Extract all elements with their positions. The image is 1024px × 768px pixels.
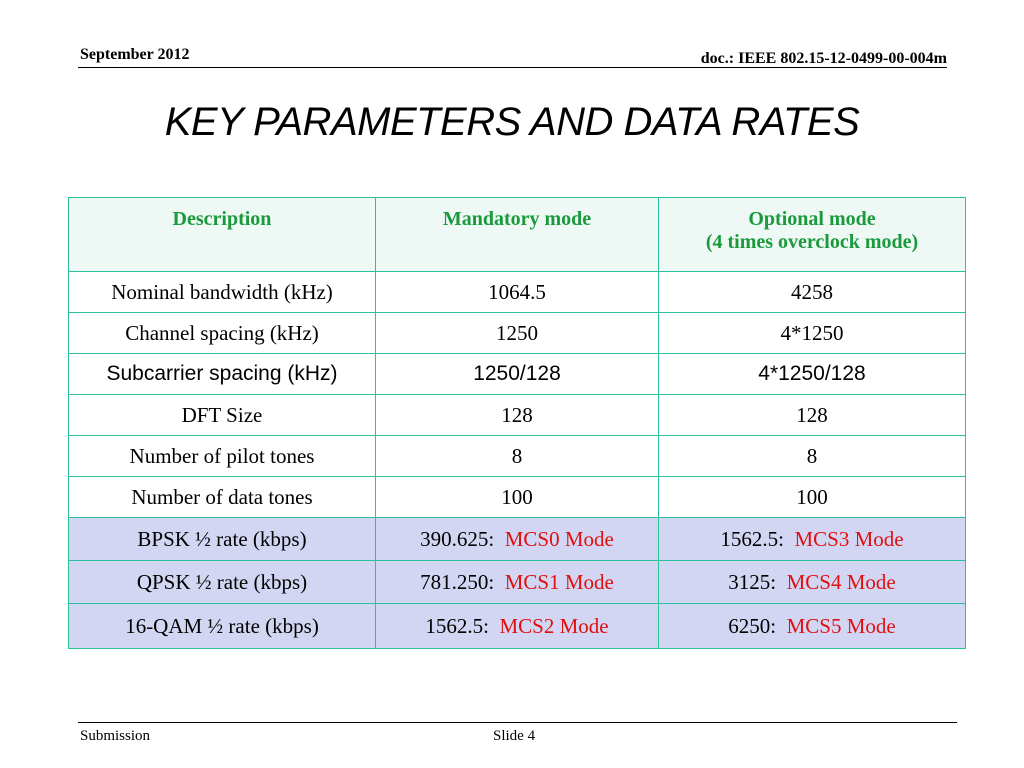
mcs-mode: MCS4 Mode	[786, 569, 896, 594]
row-optional-value: 4*1250/128	[659, 354, 966, 395]
row-optional-value: 8	[659, 436, 966, 477]
header-doc-id: doc.: IEEE 802.15-12-0499-00-004m	[700, 50, 947, 67]
mcs-mode: MCS1 Mode	[504, 569, 614, 594]
header-mandatory-mode: Mandatory mode	[376, 198, 659, 272]
rate-row	[69, 604, 966, 649]
rate-mandatory	[376, 561, 659, 604]
rate-optional	[659, 604, 966, 649]
header-optional-line2: (4 times overclock mode)	[705, 231, 919, 253]
row-mandatory-value: 1064.5	[376, 272, 659, 313]
rate-optional	[659, 518, 966, 561]
rate-value: 3125:	[728, 569, 777, 594]
rate-value: 390.625:	[420, 526, 495, 551]
row-label: Subcarrier spacing (kHz)	[69, 354, 376, 395]
slide-title: KEY PARAMETERS AND DATA RATES	[164, 100, 860, 144]
footer-slide-number: Slide 4	[493, 728, 536, 744]
rate-mandatory	[376, 604, 659, 649]
table-row	[69, 354, 966, 395]
row-optional-value: 128	[659, 395, 966, 436]
rate-value: 1562.5:	[425, 613, 489, 638]
rate-label: 16-QAM ½ rate (kbps)	[69, 604, 376, 649]
table-row	[69, 395, 966, 436]
parameters-table	[68, 197, 966, 649]
header-optional-mode	[659, 198, 966, 272]
mcs-mode: MCS3 Mode	[794, 526, 904, 551]
table-header-row	[69, 198, 966, 272]
table-row	[69, 313, 966, 354]
row-mandatory-value: 128	[376, 395, 659, 436]
header-divider	[78, 67, 947, 68]
mcs-mode: MCS0 Mode	[504, 526, 614, 551]
rate-row	[69, 561, 966, 604]
row-optional-value: 100	[659, 477, 966, 518]
table-row	[69, 477, 966, 518]
row-label: Number of pilot tones	[69, 436, 376, 477]
rate-row	[69, 518, 966, 561]
rate-label: QPSK ½ rate (kbps)	[69, 561, 376, 604]
mcs-mode: MCS5 Mode	[786, 613, 896, 638]
row-label: Nominal bandwidth (kHz)	[69, 272, 376, 313]
table-row	[69, 272, 966, 313]
row-optional-value: 4*1250	[659, 313, 966, 354]
row-mandatory-value: 8	[376, 436, 659, 477]
row-label: Channel spacing (kHz)	[69, 313, 376, 354]
footer-divider	[78, 722, 957, 723]
table-row	[69, 436, 966, 477]
rate-value: 781.250:	[420, 569, 495, 594]
row-optional-value: 4258	[659, 272, 966, 313]
header-description: Description	[69, 198, 376, 272]
row-label: Number of data tones	[69, 477, 376, 518]
rate-optional	[659, 561, 966, 604]
footer-submission: Submission	[80, 728, 151, 744]
header-optional-line1: Optional mode	[748, 208, 876, 230]
row-mandatory-value: 1250	[376, 313, 659, 354]
rate-value: 1562.5:	[720, 526, 784, 551]
rate-value: 6250:	[728, 613, 777, 638]
header-date: September 2012	[80, 46, 190, 63]
rate-mandatory	[376, 518, 659, 561]
row-mandatory-value: 1250/128	[376, 354, 659, 395]
row-mandatory-value: 100	[376, 477, 659, 518]
rate-label: BPSK ½ rate (kbps)	[69, 518, 376, 561]
mcs-mode: MCS2 Mode	[499, 613, 609, 638]
row-label: DFT Size	[69, 395, 376, 436]
